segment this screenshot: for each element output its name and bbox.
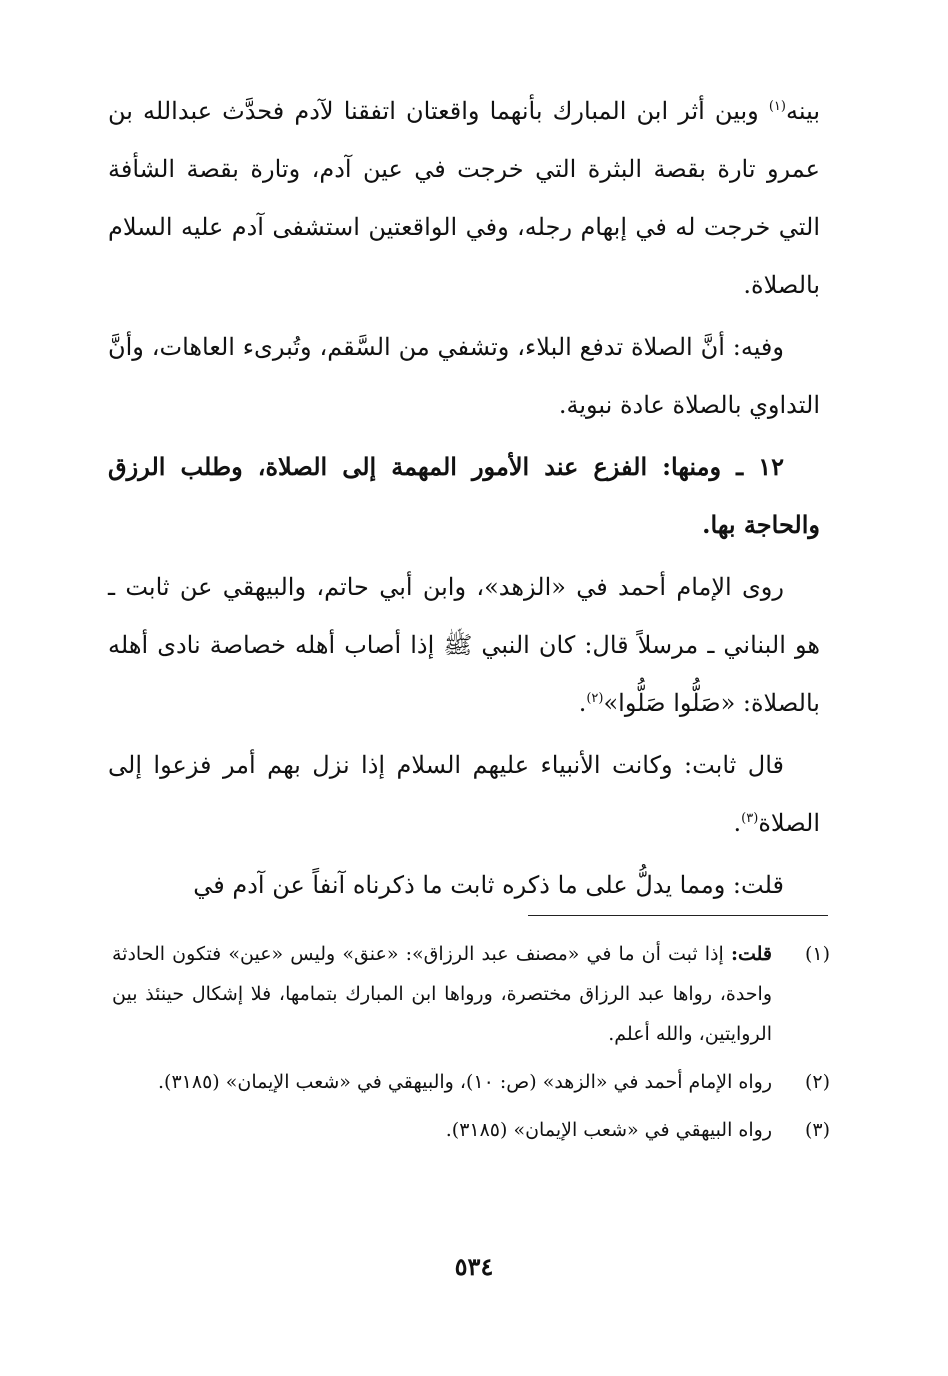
footnote-body: إذا ثبت أن ما في «مصنف عبد الرزاق»: «عنق» وليس «عين» فتكون الحادثة واحدة، رواها عبد الرزاق مختصرة، ورواها ابن المبارك بتمامها، فلا إشكال حينئذ بين الروايتين، والله أعلم. — [112, 943, 772, 1045]
footnote-2 — [112, 1062, 830, 1102]
page-number: ٥٣٤ — [454, 1252, 494, 1281]
footnote-ref-2: (٢) — [586, 691, 604, 706]
footnote-ref-3: (٣) — [741, 811, 759, 826]
footnote-text — [446, 1119, 772, 1141]
paragraph-4-text: قال ثابت: وكانت الأنبياء عليهم السلام إذا نزل بهم أمر فزعوا إلى الصلاة — [108, 751, 820, 837]
footnote-body: رواه الإمام أحمد في «الزهد» (ص: ١٠)، والبيهقي في «شعب الإيمان» (٣١٨٥). — [158, 1071, 772, 1093]
paragraph-1-start: بينه — [785, 97, 820, 125]
paragraph-4 — [108, 736, 820, 852]
paragraph-5: قلت: ومما يدلُّ على ما ذكره ثابت ما ذكرناه آنفاً عن آدم في — [193, 871, 784, 899]
section-heading: ١٢ ـ ومنها: الفزع عند الأمور المهمة إلى الصلاة، وطلب الرزق والحاجة بها. — [108, 452, 820, 539]
footnote-ref-1: (١) — [768, 99, 786, 114]
paragraph-3-end: . — [578, 689, 587, 717]
footnote-body: رواه البيهقي في «شعب الإيمان» (٣١٨٥). — [445, 1119, 772, 1141]
main-text — [108, 82, 820, 914]
footnote-lead: قلت: — [730, 943, 772, 965]
paragraph-2: وفيه: أنَّ الصلاة تدفع البلاء، وتشفي من السَّقم، وتُبرىء العاهات، وأنَّ التداوي بالصلاة عادة نبوية. — [108, 333, 820, 419]
footnote-number: (٢) — [804, 1071, 830, 1093]
footnote-text — [158, 1071, 772, 1093]
footnote-3 — [112, 1110, 830, 1150]
paragraph-1 — [108, 82, 820, 314]
paragraph-3 — [108, 558, 820, 732]
footnotes — [112, 934, 830, 1158]
footnote-text — [112, 943, 772, 1045]
footnote-1 — [112, 934, 830, 1054]
paragraph-1-rest: وبين أثر ابن المبارك بأنهما واقعتان اتفقنا لآدم فحدَّث عبدالله بن عمرو تارة بقصة البثرة التي خرجت في عين آدم، وتارة بقصة الشأفة التي خرجت له في إبهام رجله، وفي الواقعتين استشفى آدم عليه السلام بالصلاة. — [108, 97, 820, 299]
footnote-separator — [528, 915, 828, 916]
footnote-number: (١) — [804, 943, 830, 965]
paragraph-3-text: روى الإمام أحمد في «الزهد»، وابن أبي حاتم، والبيهقي عن ثابت ـ هو البناني ـ مرسلاً قال: كان النبي ﷺ إذا أصاب أهله خصاصة نادى أهله بالصلاة: «صَلُّوا صَلُّوا» — [108, 573, 820, 717]
paragraph-4-end: . — [733, 809, 742, 837]
footnote-number: (٣) — [804, 1119, 830, 1141]
